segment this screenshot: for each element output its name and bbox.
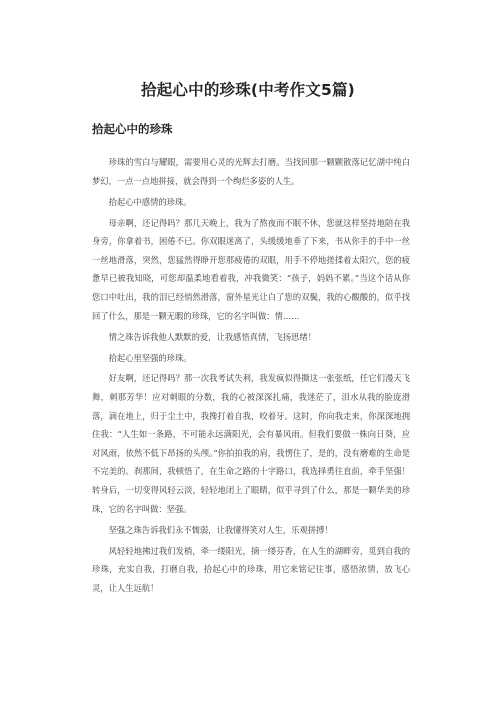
essay-body [92, 153, 410, 600]
paragraph: 母亲啊，还记得吗？那几天晚上，我为了熬夜而不眠不休，您就这样坚持地陪在我身旁，你拿着书，困倦不已。你双眼迷离了，头缓缓地垂了下来，书从你手的手中一丝一丝地滑落，突然，您猛然得睁开您那疲倦的双眼，用手不停地搓揉着太阳穴，您的疲惫早已被我知晓，可您却温柔地看着我，冲我微笑：“孩子，妈妈不累。”当这个话从你您口中吐出，我的泪已经悄然滑落，窗外星光让白了您的双鬓，我的心酸酸的，似乎找回了什么，那是一颗无暇的珍珠，它的名字叫做：情…… [92, 217, 410, 321]
paragraph: 拾起心里坚强的珍珠。 [108, 352, 192, 363]
section-heading: 拾起心中的珍珠 [92, 122, 173, 136]
paragraph: 珍珠的雪白与耀眼，需要用心灵的光辉去打磨。当找回那一颗颗散落记忆湖中纯白梦幻，一点一点地拼接，就会得到一个绚烂多姿的人生。 [92, 157, 410, 186]
paragraph: 好友啊，还记得吗？那一次我考试失利，我发疯似得撕这一张张纸，任它们漫天飞舞，刺那芳华！应对刺眼的分数，我的心被深深扎痛，我迷茫了，泪水从我的脸庞滑落，滴在地上，归于尘土中，我搀打着自我，咬着牙。这时，你向我走来，你深深地拥住我：“人生如一条路，不可能永远满阳光，会有暴风雨。但我们要做一株向日葵，应对风雨，依然不低下昂扬的头颅。”你拍拍我的肩，我愣住了，是的，没有磨难的生命是不完美的。刹那间，我顿悟了，在生命之路的十字路口，我选择勇往直前，牵手坚强！转身后，一切变得风轻云淡，轻轻地闭上了眼睛，似乎寻到了什么，那是一颗华美的珍珠，它的名字叫做：坚强。 [92, 373, 410, 514]
paragraph: 风轻轻地拂过我们发梢，牵一缕阳光，摘一缕芬香，在人生的湖畔旁，觅到自我的珍珠，充实自我，打磨自我，拾起心中的珍珠，用它来铭记往事，感悟浓情，放飞心灵，让人生远航！ [92, 545, 410, 593]
paragraph: 拾起心中感情的珍珠。 [108, 196, 192, 207]
document-title: 拾起心中的珍珠(中考作文5篇) [141, 81, 355, 99]
paragraph: 情之珠告诉我他人默默的爱，让我感悟真情，飞扬思绪！ [108, 331, 317, 342]
paragraph: 坚强之珠告诉我们永不懦弱，让我懂得笑对人生，乐观拼搏！ [108, 524, 333, 535]
